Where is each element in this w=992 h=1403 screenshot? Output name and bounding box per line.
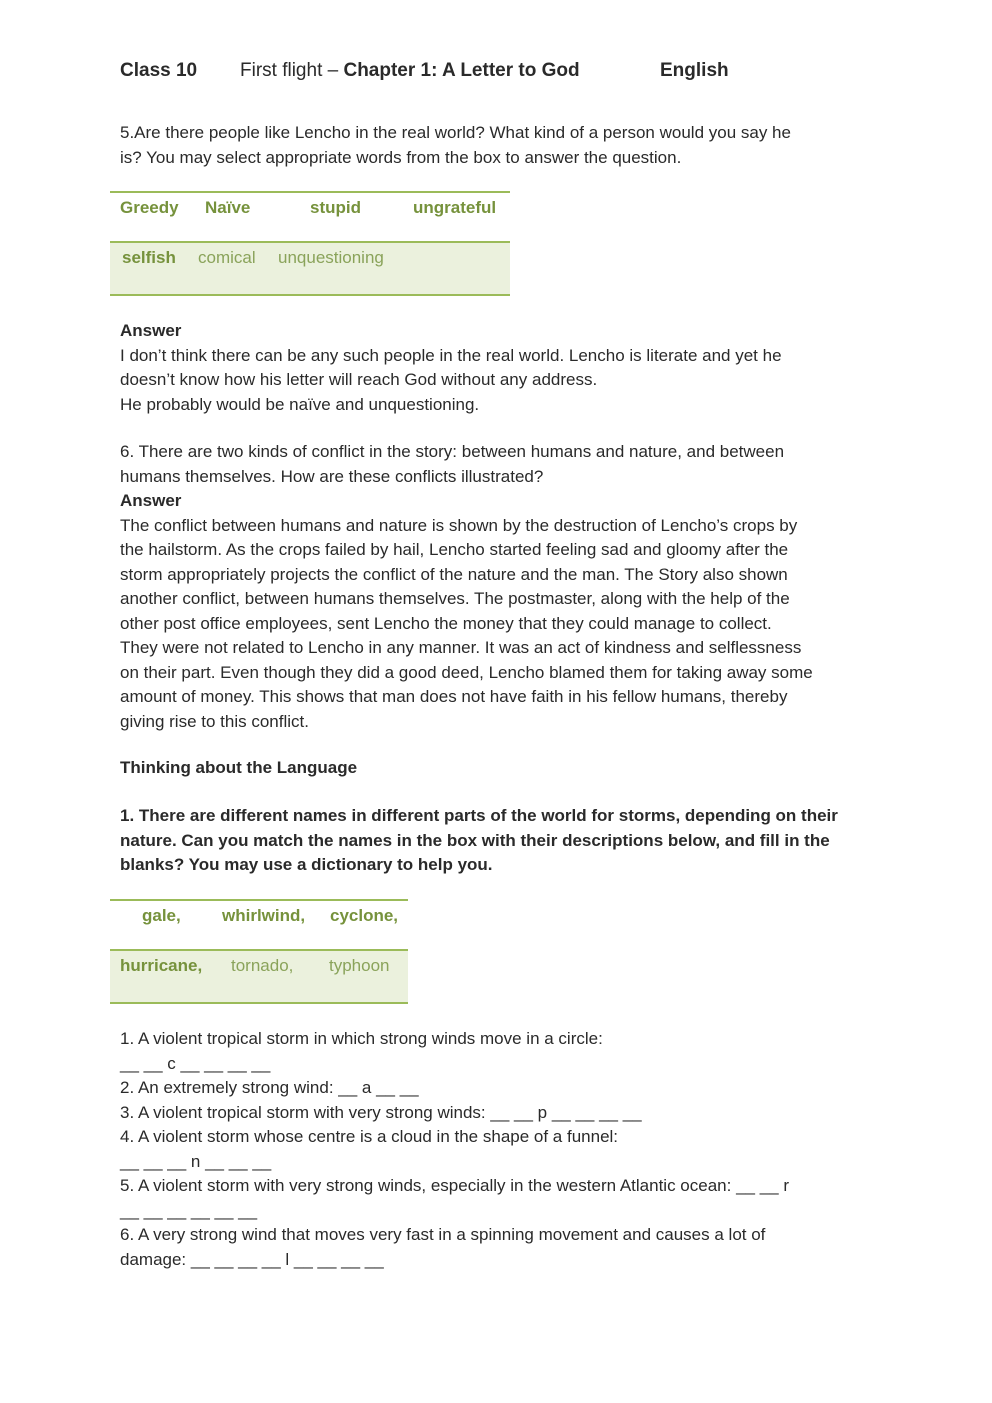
language-q1-line: 1. There are different names in different parts of the world for storms, depending on their [120, 806, 838, 825]
word-greedy: Greedy [120, 198, 179, 217]
q5-question-line: is? You may select appropriate words from the box to answer the question. [120, 147, 682, 167]
word-tornado: tornado, [231, 956, 294, 975]
answer-line: The conflict between humans and nature is shown by the destruction of Lencho’s crops by [120, 515, 798, 535]
answer-line: on their part. Even though they did a good deed, Lencho blamed them for taking away some [120, 662, 813, 682]
word-hurricane: hurricane, [120, 956, 203, 975]
storm-item-line: 5. A violent storm with very strong winds, especially in the western Atlantic ocean: __ __ r [120, 1176, 790, 1195]
word-stupid: stupid [310, 198, 361, 217]
storm-word-box [110, 899, 408, 1004]
answer-line: another conflict, between humans themselves. The postmaster, along with the help of the [120, 589, 790, 608]
chapter-title: Chapter 1: A Letter to God [343, 60, 580, 81]
class-label: Class 10 [120, 60, 198, 81]
storm-item-line: damage: __ __ __ __ l __ __ __ __ [120, 1249, 384, 1269]
word-box-row [110, 899, 408, 949]
word-comical: comical [198, 248, 256, 267]
storm-items [120, 1027, 875, 1272]
word-unquestioning: unquestioning [278, 248, 384, 267]
language-q1-line: blanks? You may use a dictionary to help you. [120, 855, 493, 874]
storm-item-line: 6. A very strong wind that moves very fast in a spinning movement and causes a lot of [120, 1225, 766, 1244]
storm-item-line: 2. An extremely strong wind: __ a __ __ [120, 1078, 419, 1097]
answer-line: the hailstorm. As the crops failed by hail, Lencho started feeling sad and gloomy after the [120, 540, 789, 559]
book-chapter-title [240, 60, 580, 82]
word-box-row [110, 241, 510, 296]
language-heading [120, 756, 875, 781]
answer-line: He probably would be naïve and unquestioning. [120, 394, 480, 414]
subject-label: English [660, 60, 729, 81]
word-gale: gale, [142, 906, 181, 925]
storm-item-line: 3. A violent tropical storm with very strong winds: __ __ p __ __ __ __ [120, 1102, 642, 1122]
storm-item-blanks: __ __ __ __ __ __ [120, 1200, 258, 1220]
q5-question [120, 121, 875, 170]
storm-item-blanks: __ __ __ n __ __ __ [120, 1151, 272, 1171]
answer-line: giving rise to this conflict. [120, 711, 309, 731]
language-q1-line: nature. Can you match the names in the box with their descriptions below, and fill in the [120, 830, 830, 850]
answer-line: They were not related to Lencho in any manner. It was an act of kindness and selflessness [120, 638, 802, 657]
answer-label: Answer [120, 491, 182, 510]
q5-question-line: 5.Are there people like Lencho in the real world? What kind of a person would you say he [120, 123, 791, 142]
q6-question-line: humans themselves. How are these conflicts illustrated? [120, 466, 544, 486]
q5-word-box [110, 191, 510, 296]
book-name: First flight – [240, 60, 344, 81]
answer-label: Answer [120, 321, 182, 340]
word-selfish: selfish [122, 248, 176, 267]
word-cyclone: cyclone, [330, 906, 399, 925]
word-naive: Naïve [205, 198, 251, 217]
q6-question-line: 6. There are two kinds of conflict in the story: between humans and nature, and between [120, 442, 785, 461]
language-q1 [120, 804, 875, 878]
word-typhoon: typhoon [329, 956, 390, 975]
section-heading: Thinking about the Language [120, 758, 358, 777]
q5-answer [120, 319, 875, 417]
storm-item-blanks: __ __ c __ __ __ __ [120, 1053, 271, 1073]
answer-line: other post office employees, sent Lencho the money that they could manage to collect. [120, 613, 772, 633]
answer-line: amount of money. This shows that man does not have faith in his fellow humans, thereby [120, 687, 788, 706]
storm-item-line: 1. A violent tropical storm in which strong winds move in a circle: [120, 1029, 603, 1048]
answer-line: I don’t think there can be any such people in the real world. Lencho is literate and yet he [120, 345, 782, 365]
word-box-row [110, 191, 510, 241]
word-ungrateful: ungrateful [413, 198, 497, 217]
word-box-row [110, 949, 408, 1004]
page-header [120, 60, 932, 88]
answer-line: doesn’t know how his letter will reach God without any address. [120, 370, 598, 389]
storm-item-line: 4. A violent storm whose centre is a cloud in the shape of a funnel: [120, 1127, 619, 1146]
word-whirlwind: whirlwind, [222, 906, 306, 925]
answer-line: storm appropriately projects the conflict of the nature and the man. The Story also shown [120, 564, 788, 584]
q6-block [120, 440, 875, 734]
